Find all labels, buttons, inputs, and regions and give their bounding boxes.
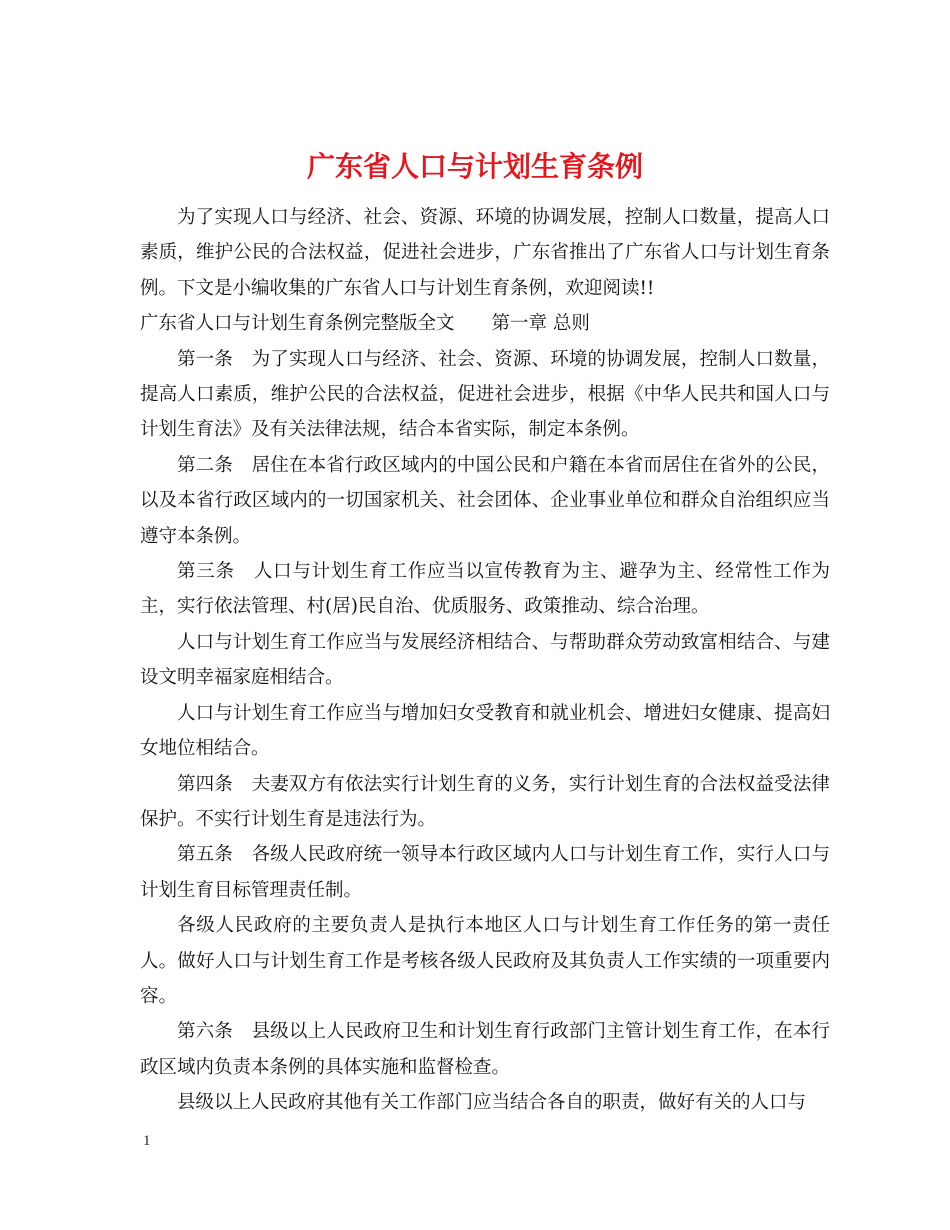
article-3-clause-2: 人口与计划生育工作应当与发展经济相结合、与帮助群众劳动致富相结合、与建设文明幸福家庭相结合。 [140, 631, 830, 689]
article-3-clause-3: 人口与计划生育工作应当与增加妇女受教育和就业机会、增进妇女健康、提高妇女地位相结合。 [140, 702, 830, 760]
article-3: 第三条 人口与计划生育工作应当以宣传教育为主、避孕为主、经常性工作为主，实行依法管理、村(居)民自治、优质服务、政策推动、综合治理。 [140, 561, 830, 618]
article-2: 第二条 居住在本省行政区域内的中国公民和户籍在本省而居住在省外的公民，以及本省行政区域内的一切国家机关、社会团体、企业事业单位和群众自治组织应当遵守本条例。 [140, 454, 830, 547]
article-6: 第六条 县级以上人民政府卫生和计划生育行政部门主管计划生育工作，在本行政区域内负责本条例的具体实施和监督检查。 [140, 1021, 830, 1078]
article-6-clause-2: 县级以上人民政府其他有关工作部门应当结合各自的职责，做好有关的人口与 [177, 1092, 807, 1114]
article-5-clause-2: 各级人民政府的主要负责人是执行本地区人口与计划生育工作任务的第一责任人。做好人口与计划生育工作是考核各级人民政府及其负责人工作实绩的一项重要内容。 [140, 915, 830, 1007]
article-5: 第五条 各级人民政府统一领导本行政区域内人口与计划生育工作，实行人口与计划生育目标管理责任制。 [140, 844, 830, 901]
document-title: 广东省人口与计划生育条例 [306, 149, 643, 183]
article-4: 第四条 夫妻双方有依法实行计划生育的义务，实行计划生育的合法权益受法律保护。不实行计划生育是违法行为。 [140, 773, 830, 830]
section-heading: 广东省人口与计划生育条例完整版全文 第一章 总则 [140, 313, 590, 335]
intro-paragraph: 为了实现人口与经济、社会、资源、环境的协调发展，控制人口数量，提高人口素质，维护公民的合法权益，促进社会进步，广东省推出了广东省人口与计划生育条例。下文是小编收集的广东省人口与计划生育条例，欢迎阅读!! [140, 207, 830, 299]
document-body [140, 200, 830, 1121]
article-1: 第一条 为了实现人口与经济、社会、资源、环境的协调发展，控制人口数量，提高人口素质，维护公民的合法权益，促进社会进步，根据《中华人民共和国人口与计划生育法》及有关法律法规，结合本省实际，制定本条例。 [140, 348, 830, 441]
page-number: 1 [143, 1133, 151, 1149]
